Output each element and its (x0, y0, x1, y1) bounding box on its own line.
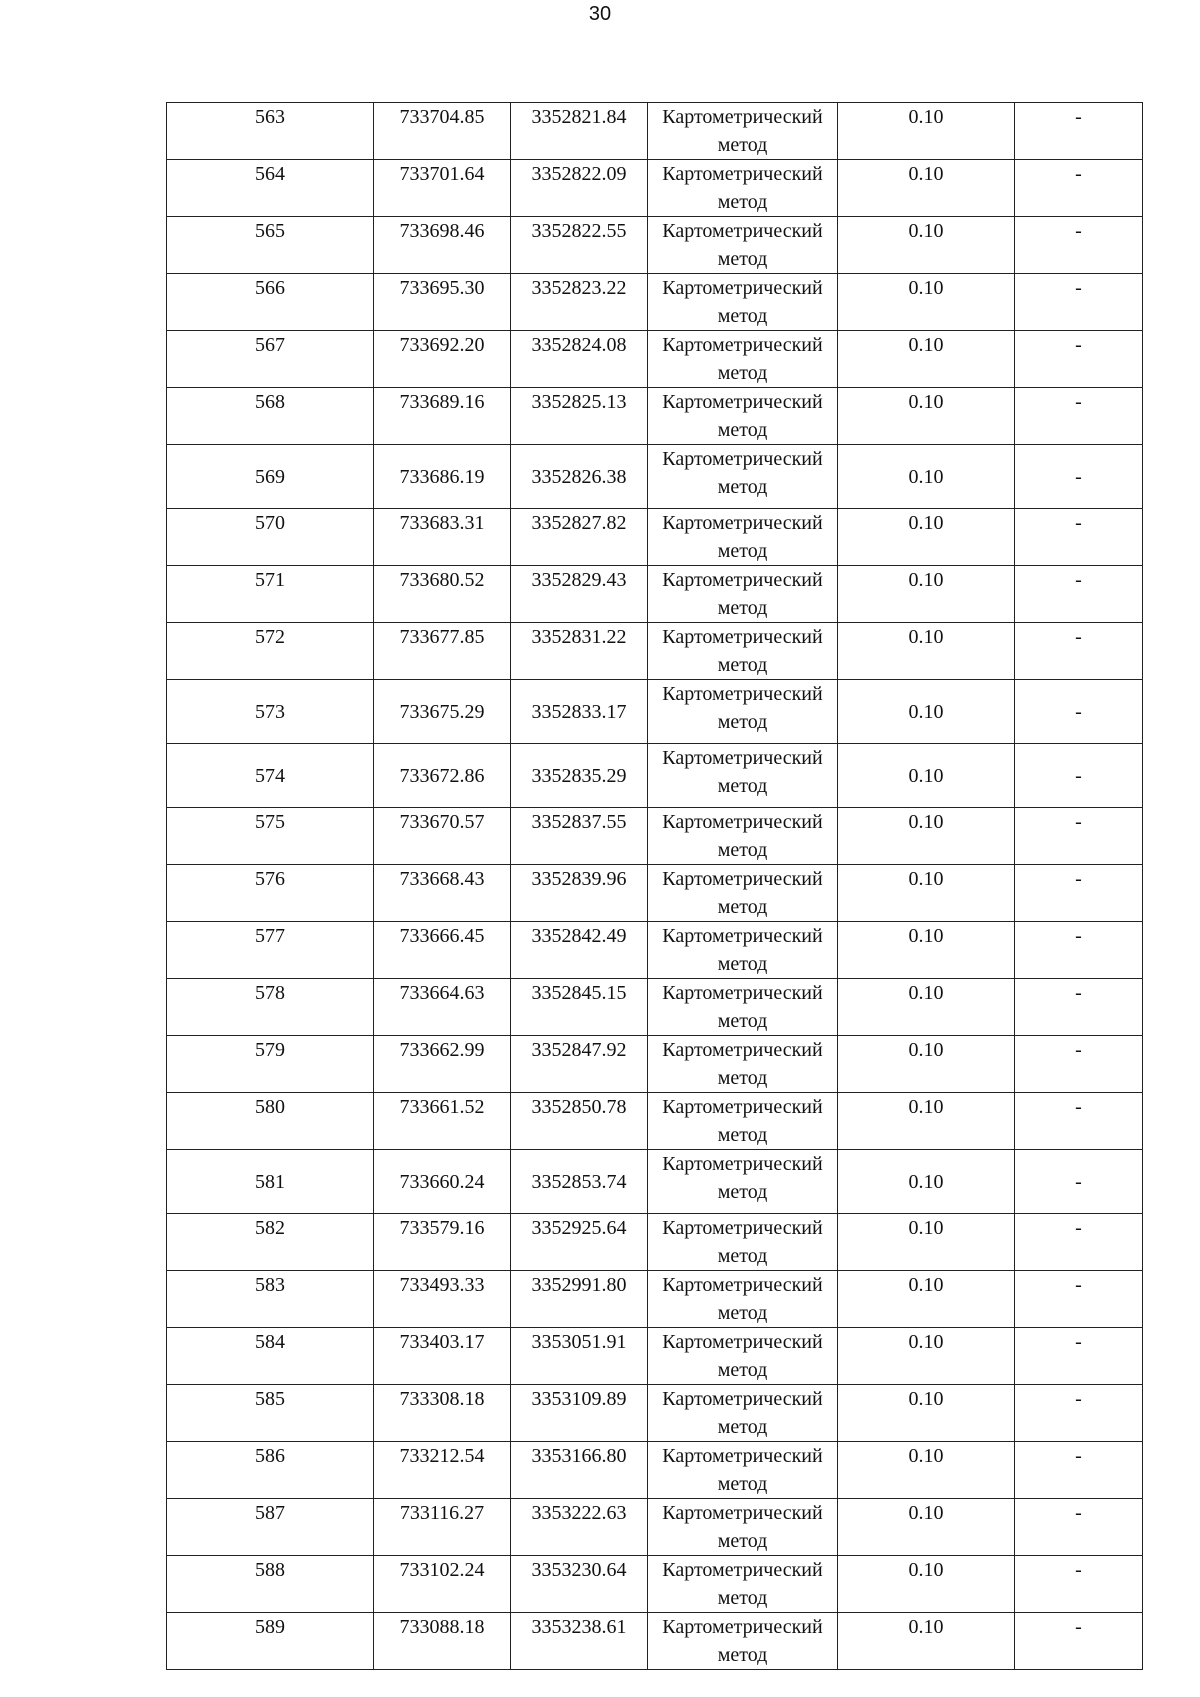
table-row (167, 388, 1143, 445)
y-coordinate-cell: 3352837.55 (511, 808, 648, 865)
point-number-cell: 573 (167, 680, 374, 744)
accuracy-cell: 0.10 (838, 160, 1015, 217)
accuracy-cell: 0.10 (838, 623, 1015, 680)
table-row (167, 1613, 1143, 1670)
y-coordinate-cell: 3352827.82 (511, 509, 648, 566)
point-number-cell: 581 (167, 1150, 374, 1214)
point-number-cell: 571 (167, 566, 374, 623)
y-coordinate-cell: 3352822.09 (511, 160, 648, 217)
table-row (167, 509, 1143, 566)
x-coordinate-cell: 733308.18 (374, 1385, 511, 1442)
method-cell: Картометрический метод (648, 1036, 838, 1093)
coordinates-table-body (167, 103, 1143, 1670)
point-number-cell: 563 (167, 103, 374, 160)
method-cell: Картометрический метод (648, 1093, 838, 1150)
note-cell: - (1015, 808, 1143, 865)
x-coordinate-cell: 733670.57 (374, 808, 511, 865)
x-coordinate-cell: 733660.24 (374, 1150, 511, 1214)
table-row (167, 1556, 1143, 1613)
table-row (167, 865, 1143, 922)
note-cell: - (1015, 566, 1143, 623)
note-cell: - (1015, 1385, 1143, 1442)
y-coordinate-cell: 3353222.63 (511, 1499, 648, 1556)
table-row (167, 1214, 1143, 1271)
accuracy-cell: 0.10 (838, 744, 1015, 808)
accuracy-cell: 0.10 (838, 1328, 1015, 1385)
y-coordinate-cell: 3352991.80 (511, 1271, 648, 1328)
point-number-cell: 575 (167, 808, 374, 865)
note-cell: - (1015, 1214, 1143, 1271)
table-row (167, 1328, 1143, 1385)
method-cell: Картометрический метод (648, 1442, 838, 1499)
x-coordinate-cell: 733662.99 (374, 1036, 511, 1093)
method-cell: Картометрический метод (648, 566, 838, 623)
table-row (167, 1499, 1143, 1556)
point-number-cell: 570 (167, 509, 374, 566)
point-number-cell: 587 (167, 1499, 374, 1556)
accuracy-cell: 0.10 (838, 865, 1015, 922)
point-number-cell: 577 (167, 922, 374, 979)
method-cell: Картометрический метод (648, 1499, 838, 1556)
note-cell: - (1015, 1036, 1143, 1093)
table-row (167, 1442, 1143, 1499)
x-coordinate-cell: 733680.52 (374, 566, 511, 623)
method-cell: Картометрический метод (648, 922, 838, 979)
x-coordinate-cell: 733493.33 (374, 1271, 511, 1328)
note-cell: - (1015, 1442, 1143, 1499)
accuracy-cell: 0.10 (838, 388, 1015, 445)
point-number-cell: 568 (167, 388, 374, 445)
table-row (167, 445, 1143, 509)
note-cell: - (1015, 1328, 1143, 1385)
x-coordinate-cell: 733212.54 (374, 1442, 511, 1499)
table-row (167, 160, 1143, 217)
method-cell: Картометрический метод (648, 217, 838, 274)
coordinates-table (166, 102, 1143, 1670)
note-cell: - (1015, 1499, 1143, 1556)
method-cell: Картометрический метод (648, 744, 838, 808)
method-cell: Картометрический метод (648, 331, 838, 388)
note-cell: - (1015, 1271, 1143, 1328)
y-coordinate-cell: 3352825.13 (511, 388, 648, 445)
point-number-cell: 583 (167, 1271, 374, 1328)
y-coordinate-cell: 3353166.80 (511, 1442, 648, 1499)
accuracy-cell: 0.10 (838, 680, 1015, 744)
point-number-cell: 572 (167, 623, 374, 680)
accuracy-cell: 0.10 (838, 979, 1015, 1036)
point-number-cell: 566 (167, 274, 374, 331)
table-row (167, 979, 1143, 1036)
y-coordinate-cell: 3352925.64 (511, 1214, 648, 1271)
method-cell: Картометрический метод (648, 388, 838, 445)
method-cell: Картометрический метод (648, 1150, 838, 1214)
point-number-cell: 567 (167, 331, 374, 388)
y-coordinate-cell: 3352833.17 (511, 680, 648, 744)
accuracy-cell: 0.10 (838, 1499, 1015, 1556)
point-number-cell: 586 (167, 1442, 374, 1499)
point-number-cell: 580 (167, 1093, 374, 1150)
table-row (167, 922, 1143, 979)
table-row (167, 1271, 1143, 1328)
y-coordinate-cell: 3352824.08 (511, 331, 648, 388)
method-cell: Картометрический метод (648, 808, 838, 865)
y-coordinate-cell: 3353230.64 (511, 1556, 648, 1613)
x-coordinate-cell: 733664.63 (374, 979, 511, 1036)
x-coordinate-cell: 733672.86 (374, 744, 511, 808)
y-coordinate-cell: 3352835.29 (511, 744, 648, 808)
y-coordinate-cell: 3352842.49 (511, 922, 648, 979)
x-coordinate-cell: 733701.64 (374, 160, 511, 217)
point-number-cell: 582 (167, 1214, 374, 1271)
y-coordinate-cell: 3352839.96 (511, 865, 648, 922)
y-coordinate-cell: 3352821.84 (511, 103, 648, 160)
y-coordinate-cell: 3353051.91 (511, 1328, 648, 1385)
y-coordinate-cell: 3353109.89 (511, 1385, 648, 1442)
note-cell: - (1015, 160, 1143, 217)
note-cell: - (1015, 331, 1143, 388)
point-number-cell: 579 (167, 1036, 374, 1093)
y-coordinate-cell: 3352822.55 (511, 217, 648, 274)
note-cell: - (1015, 103, 1143, 160)
page-number: 30 (588, 3, 612, 25)
note-cell: - (1015, 217, 1143, 274)
table-row (167, 217, 1143, 274)
x-coordinate-cell: 733683.31 (374, 509, 511, 566)
method-cell: Картометрический метод (648, 1214, 838, 1271)
table-row (167, 103, 1143, 160)
x-coordinate-cell: 733403.17 (374, 1328, 511, 1385)
table-row (167, 331, 1143, 388)
x-coordinate-cell: 733695.30 (374, 274, 511, 331)
table-row (167, 1150, 1143, 1214)
note-cell: - (1015, 445, 1143, 509)
method-cell: Картометрический метод (648, 445, 838, 509)
note-cell: - (1015, 744, 1143, 808)
y-coordinate-cell: 3353238.61 (511, 1613, 648, 1670)
accuracy-cell: 0.10 (838, 103, 1015, 160)
accuracy-cell: 0.10 (838, 1093, 1015, 1150)
note-cell: - (1015, 1556, 1143, 1613)
y-coordinate-cell: 3352847.92 (511, 1036, 648, 1093)
point-number-cell: 574 (167, 744, 374, 808)
x-coordinate-cell: 733686.19 (374, 445, 511, 509)
x-coordinate-cell: 733689.16 (374, 388, 511, 445)
table-row (167, 274, 1143, 331)
y-coordinate-cell: 3352823.22 (511, 274, 648, 331)
x-coordinate-cell: 733579.16 (374, 1214, 511, 1271)
x-coordinate-cell: 733102.24 (374, 1556, 511, 1613)
table-row (167, 1093, 1143, 1150)
accuracy-cell: 0.10 (838, 445, 1015, 509)
note-cell: - (1015, 388, 1143, 445)
point-number-cell: 585 (167, 1385, 374, 1442)
accuracy-cell: 0.10 (838, 1385, 1015, 1442)
x-coordinate-cell: 733698.46 (374, 217, 511, 274)
method-cell: Картометрический метод (648, 1328, 838, 1385)
method-cell: Картометрический метод (648, 274, 838, 331)
y-coordinate-cell: 3352831.22 (511, 623, 648, 680)
accuracy-cell: 0.10 (838, 1150, 1015, 1214)
note-cell: - (1015, 274, 1143, 331)
accuracy-cell: 0.10 (838, 1613, 1015, 1670)
y-coordinate-cell: 3352850.78 (511, 1093, 648, 1150)
y-coordinate-cell: 3352829.43 (511, 566, 648, 623)
accuracy-cell: 0.10 (838, 217, 1015, 274)
point-number-cell: 588 (167, 1556, 374, 1613)
accuracy-cell: 0.10 (838, 1271, 1015, 1328)
x-coordinate-cell: 733675.29 (374, 680, 511, 744)
point-number-cell: 565 (167, 217, 374, 274)
x-coordinate-cell: 733666.45 (374, 922, 511, 979)
y-coordinate-cell: 3352853.74 (511, 1150, 648, 1214)
point-number-cell: 589 (167, 1613, 374, 1670)
x-coordinate-cell: 733704.85 (374, 103, 511, 160)
y-coordinate-cell: 3352826.38 (511, 445, 648, 509)
note-cell: - (1015, 1150, 1143, 1214)
method-cell: Картометрический метод (648, 1556, 838, 1613)
point-number-cell: 584 (167, 1328, 374, 1385)
point-number-cell: 564 (167, 160, 374, 217)
table-row (167, 623, 1143, 680)
x-coordinate-cell: 733677.85 (374, 623, 511, 680)
accuracy-cell: 0.10 (838, 331, 1015, 388)
table-row (167, 744, 1143, 808)
x-coordinate-cell: 733661.52 (374, 1093, 511, 1150)
note-cell: - (1015, 509, 1143, 566)
accuracy-cell: 0.10 (838, 274, 1015, 331)
note-cell: - (1015, 623, 1143, 680)
accuracy-cell: 0.10 (838, 922, 1015, 979)
note-cell: - (1015, 1093, 1143, 1150)
method-cell: Картометрический метод (648, 509, 838, 566)
x-coordinate-cell: 733692.20 (374, 331, 511, 388)
method-cell: Картометрический метод (648, 160, 838, 217)
accuracy-cell: 0.10 (838, 566, 1015, 623)
note-cell: - (1015, 922, 1143, 979)
method-cell: Картометрический метод (648, 979, 838, 1036)
note-cell: - (1015, 1613, 1143, 1670)
method-cell: Картометрический метод (648, 1613, 838, 1670)
point-number-cell: 578 (167, 979, 374, 1036)
accuracy-cell: 0.10 (838, 808, 1015, 865)
table-row (167, 808, 1143, 865)
accuracy-cell: 0.10 (838, 1036, 1015, 1093)
point-number-cell: 576 (167, 865, 374, 922)
note-cell: - (1015, 979, 1143, 1036)
table-row (167, 680, 1143, 744)
method-cell: Картометрический метод (648, 865, 838, 922)
method-cell: Картометрический метод (648, 1385, 838, 1442)
table-row (167, 1385, 1143, 1442)
table-row (167, 1036, 1143, 1093)
x-coordinate-cell: 733116.27 (374, 1499, 511, 1556)
table-row (167, 566, 1143, 623)
x-coordinate-cell: 733668.43 (374, 865, 511, 922)
method-cell: Картометрический метод (648, 680, 838, 744)
x-coordinate-cell: 733088.18 (374, 1613, 511, 1670)
point-number-cell: 569 (167, 445, 374, 509)
note-cell: - (1015, 680, 1143, 744)
accuracy-cell: 0.10 (838, 1214, 1015, 1271)
note-cell: - (1015, 865, 1143, 922)
method-cell: Картометрический метод (648, 103, 838, 160)
accuracy-cell: 0.10 (838, 509, 1015, 566)
y-coordinate-cell: 3352845.15 (511, 979, 648, 1036)
accuracy-cell: 0.10 (838, 1556, 1015, 1613)
method-cell: Картометрический метод (648, 1271, 838, 1328)
method-cell: Картометрический метод (648, 623, 838, 680)
accuracy-cell: 0.10 (838, 1442, 1015, 1499)
